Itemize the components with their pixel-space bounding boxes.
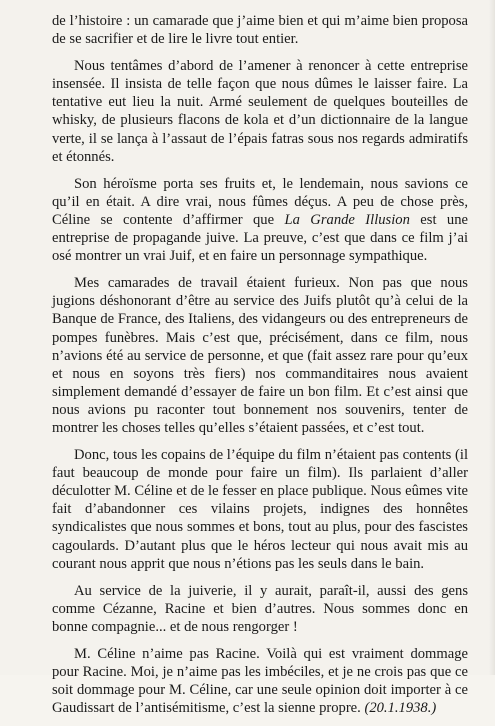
paragraph-7-text: M. Céline n’aime pas Racine. Voilà qui est vraiment dommage pour Racine. Moi, je n’aime pas les imbéciles, et je ne crois pas que ce soit dommage pour M. Céline, car une seule opinion doit importer à ce Gaudissart de l’antisémitisme, c’est la sienne propre. [52,646,468,717]
paragraph-1: de l’histoire : un camarade que j’aime bien et qui m’aime bien proposa de se sacrifier et de lire le livre tout entier. [52,13,468,48]
paragraph-3 [52,175,468,265]
film-title: La Grande Illusion [284,211,410,228]
paragraph-4: Mes camarades de travail étaient furieux. Non pas que nous jugions déshonorant d’être au service des Juifs plutôt qu’à celui de la Banque de France, des Italiens, des vidangeurs ou des entrepreneurs de pompes funèbres. Mais c’est que, précisément, dans ce film, nous n’avions été au service de personne, et que (fait assez rare pour qu’eux et nous en soyons très fiers) nos commanditaires nous avaient simplement demandé d’essayer de faire un bon film. Et c’est ainsi que nous avions pu raconter tout bonnement nos souvenirs, tenter de montrer les choses telles qu’elles s’étaient passées, et c’est tout. [52,275,468,436]
article-date: (20.1.1938.) [364,700,437,717]
paragraph-3-end: est une entreprise de propagande juive. La preuve, c’est que dans ce film j’ai osé montrer un vrai Juif, et en faire un personnage sympathique. [52,211,468,265]
page-edge-shadow [489,0,495,675]
paragraph-2: Nous tentâmes d’abord de l’amener à renoncer à cette entreprise insensée. Il insista de telle façon que nous dûmes le laisser faire. La tentative eut lieu la nuit. Armé seulement de quelques bouteilles de whisky, de plusieurs flacons de kola et d’un dictionnaire de la langue verte, il se lança à l’assaut de l’épais fatras sous nos regards admiratifs et étonnés. [52,58,468,165]
paragraph-5: Donc, tous les copains de l’équipe du film n’étaient pas contents (il faut beaucoup de monde pour faire un film). Ils parlaient d’aller déculotter M. Céline et de le fesser en place publique. Nous eûmes vite fait d’abandonner ces vilains projets, indignes des honnêtes syndicalistes que nous sommes et bons, tout au plus, pour des fascistes cagoulards. D’autant plus que le héros lecteur qui nous avait mis au courant nous apprit que nous n’étions pas les seuls dans le bain. [52,447,468,572]
paragraph-3-start: Son héroïsme porta ses fruits et, le lendemain, nous savions ce qu’il en était. A dire vrai, nous fûmes déçus. A peu de chose près, Céline se contente d’affirmer que [52,175,468,228]
paragraph-7 [52,645,468,717]
body-text [52,12,468,726]
paragraph-6: Au service de la juiverie, il y aurait, paraît-il, aussi des gens comme Cézanne, Racine et bien d’autres. Nous sommes donc en bonne compagnie... et de nous rengorger ! [52,582,468,635]
